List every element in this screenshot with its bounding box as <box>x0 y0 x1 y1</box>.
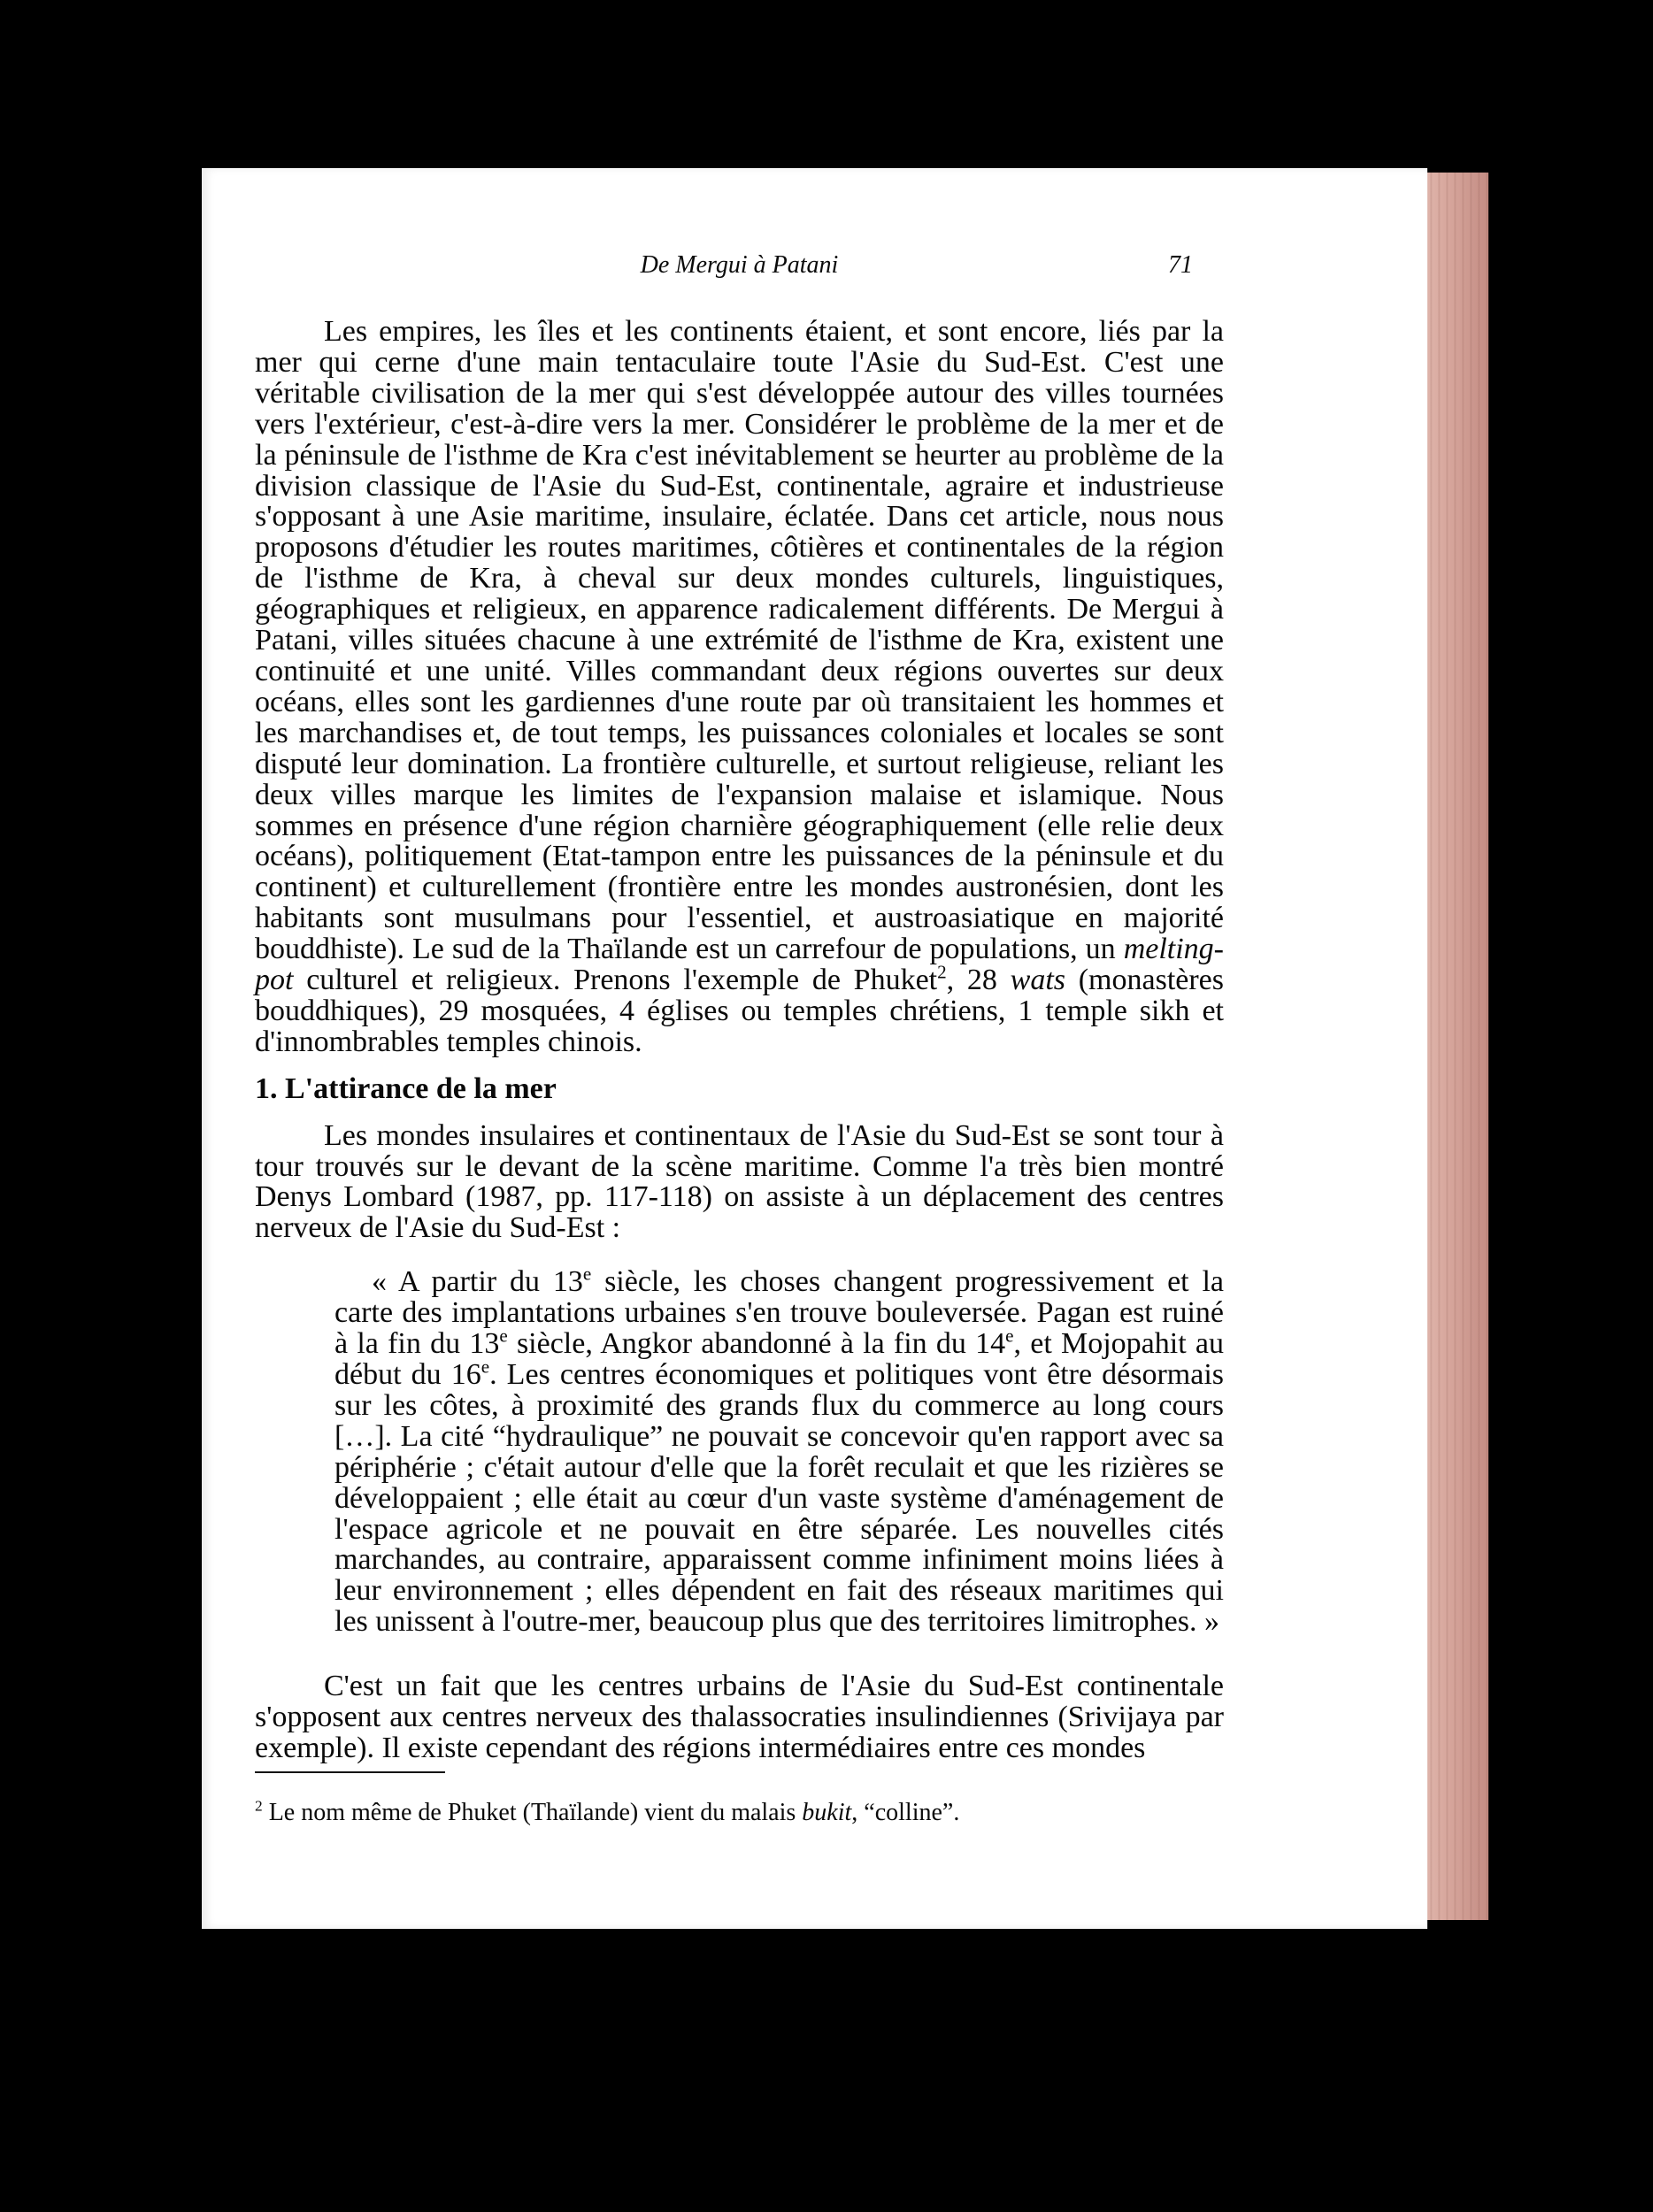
section-paragraph: Les mondes insulaires et continentaux de l'Asie du Sud-Est se sont tour à tour trouvés sur le devant de la scène maritime. Comme l'a très bien montré Denys Lombard (1987, pp. 117-118) on assiste à un déplacement des centres nerveux de l'Asie du Sud-Est : <box>255 1118 1224 1245</box>
quote-text-e: . Les centres économiques et politiques vont être désormais sur les côtes, à proximité des grands flux du commerce au long cours […]. La cité “hydraulique” ne pouvait se concevoir qu'en rapport avec sa périphérie ; c'était autour d'elle que la forêt reculait et que les rizières se développaient ; elle était au cœur d'un vaste système d'aménagement de l'espace agricole et ne pouvait en être séparée. Les nouvelles cités marchandes, au contraire, apparaissent comme infiniment moins liées à leur environnement ; elles dépendent en fait des réseaux maritimes qui les unissent à l'outre-mer, beaucoup plus que des territoires limitrophes. » <box>334 1358 1224 1639</box>
footnote-ref: 2 <box>937 961 947 983</box>
quote-text-c: siècle, Angkor abandonné à la fin du 14 <box>516 1327 1006 1361</box>
intro-text-a: Les empires, les îles et les continents étaient, et sont encore, liés par la mer qui cerne d'une main tentaculaire toute l'Asie du Sud-Est. C'est une véritable civilisation de la mer qui s'est développée autour des villes tournées vers l'extérieur, c'est-à-dire vers la mer. Considérer le problème de la mer et de la péninsule de l'isthme de Kra c'est inévitablement se heurter au problème de la division classique de l'Asie du Sud-Est, continentale, agraire et industrieuse s'opposant à une Asie maritime, insulaire, éclatée. Dans cet article, nous nous proposons d'étudier les routes maritimes, côtières et continentales de la région de l'isthme de Kra, à cheval sur deux mondes culturels, linguistiques, géographiques et religieux, en apparence radicalement différents. De Mergui à Patani, villes situées chacune à une extrémité de l'isthme de Kra, existent une continuité et une unité. Villes commandant deux régions ouvertes sur deux océans, elles sont les gardiennes d'une route par où transitaient les hommes et les marchandises et, de tout temps, les puissances coloniales et locales se sont disputé leur domination. La frontière culturelle, et surtout religieuse, reliant les deux villes marque les limites de l'expansion malaise et islamique. Nous sommes en présence d'une région charnière géographiquement (elle relie deux océans), politiquement (Etat-tampon entre les puissances de la péninsule et du continent) et culturellement (frontière entre les mondes austronésien, dont les habitants sont musulmans pour l'essentiel, et austroasiatique en majorité bouddhiste). Le sud de la Thaïlande est un carrefour de populations, un <box>255 315 1224 966</box>
footnote <box>255 1798 1224 1828</box>
footnote-text-b: , “colline”. <box>851 1798 960 1826</box>
quote-text-d: , et Mojopahit au début du 16 <box>334 1327 1224 1391</box>
quote-superscript-3: e <box>1005 1325 1014 1347</box>
running-title: De Mergui à Patani <box>640 251 839 279</box>
intro-paragraph <box>255 317 1224 1058</box>
running-head <box>255 248 1224 283</box>
intro-text-b: culturel et religieux. Prenons l'exemple de Phuket <box>306 964 938 997</box>
intro-emphasis-melting-pot: melting-pot <box>255 933 1224 997</box>
page-content <box>255 248 1224 1853</box>
quote-superscript-2: e <box>499 1325 508 1347</box>
quote-superscript-4: e <box>481 1356 490 1378</box>
section-heading: 1. L'attirance de la mer <box>255 1071 557 1105</box>
footnote-rule <box>255 1771 445 1773</box>
closing-paragraph: C'est un fait que les centres urbains de l'Asie du Sud-Est continentale s'opposent aux centres nerveux des thalassocraties insulindiennes (Srivijaya par exemple). Il existe cependant des régions intermédiaires entre ces mondes <box>255 1670 1224 1764</box>
intro-text-d: (monastères bouddhiques), 29 mosquées, 4 églises ou temples chrétiens, 1 temple sikh et d'innombrables temples chinois. <box>255 964 1225 1058</box>
page-number: 71 <box>1168 251 1193 279</box>
quote-text-a: « A partir du 13 <box>372 1265 583 1299</box>
footnote-emphasis: bukit <box>802 1798 852 1826</box>
footnote-number: 2 <box>255 1797 263 1815</box>
quote-text-b: siècle, les choses changent progressivement et la carte des implantations urbaines s'en trouve bouleversée. Pagan est ruiné à la fin du 13 <box>334 1265 1224 1361</box>
block-quote <box>334 1263 1224 1639</box>
intro-text-c: , 28 <box>946 964 997 997</box>
intro-emphasis-wats: wats <box>1010 964 1065 997</box>
quote-superscript-1: e <box>582 1263 592 1285</box>
book-page <box>202 168 1427 1929</box>
footnote-text-a: Le nom même de Phuket (Thaïlande) vient du malais <box>268 1798 796 1826</box>
